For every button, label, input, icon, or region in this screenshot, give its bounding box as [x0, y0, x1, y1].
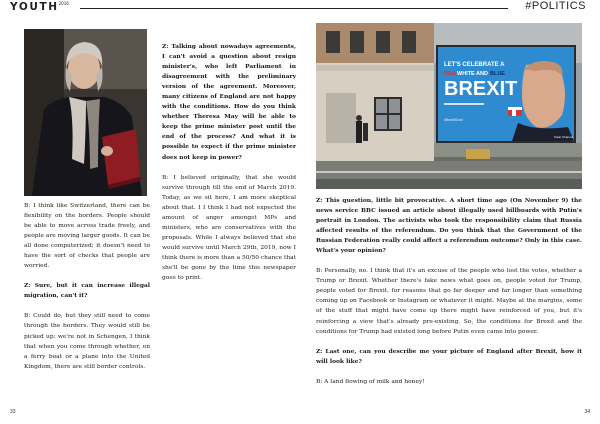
- header-rule: [80, 8, 508, 9]
- svg-text:BLUE: BLUE: [490, 71, 505, 77]
- column-middle: [162, 42, 296, 293]
- magazine-logo: [10, 1, 69, 13]
- answer-paragraph: B: I believed originally, that she would survive through till the end of March 2019. Today, as we sit here, I am more skeptical about that. I I think I had not expected the amount of anger amongst MPs and ministers, who are conservatives with the proposals. While I always believed that she would survive until March 29th, 2019, now I think there is more than a 50/50 chance that she'll be gone by the time this newspaper goes to print.: [162, 174, 296, 282]
- svg-text:WHITE: WHITE: [457, 71, 475, 77]
- answer-paragraph: B: A land flowing of milk and honey!: [316, 378, 425, 385]
- question-paragraph: Z: Last one, can you describe me your picture of England after Brexit, how it will look like?: [316, 347, 582, 365]
- svg-text:Clear Channel: Clear Channel: [554, 135, 574, 139]
- brexit-billboard-photo: [316, 23, 582, 189]
- page-number-right: 34: [584, 409, 590, 415]
- column-right: [316, 196, 582, 397]
- svg-text:#BrexitSoon: #BrexitSoon: [444, 118, 464, 122]
- logo-superscript: 2016: [58, 1, 69, 6]
- question-paragraph: Z: This question, little bit provocative. A short time ago (On November 9) the news service BBC issued an article about illegally used billboards with Putin's portrait in London. The activists who took the responsibility claim that Russia affected results of the referendum. Do you think that the Government of the Russian Federation really could affect a referendum outcome? Only in this case. What's your opinion?: [316, 197, 582, 255]
- logo-text: YOUTH: [10, 1, 59, 13]
- answer-paragraph: B: I think like Switzerland, there can be flexibility on the borders. People should be able to move across trade freely, and people are moving larger goods. It can be all done computerized; it doesn't need to have the sort of checks that people are worried.: [24, 203, 150, 270]
- svg-text:RED: RED: [444, 71, 456, 77]
- section-title: #POLITICS: [525, 0, 586, 12]
- question-paragraph: Z: Sure, but it can increase illegal migration, can't it?: [24, 282, 150, 300]
- theresa-may-photo: [24, 29, 147, 196]
- svg-text:AND: AND: [476, 71, 488, 77]
- column-left: [24, 201, 150, 382]
- page-number-left: 33: [10, 409, 16, 415]
- answer-paragraph: B: Could do, but they still need to come through the borders. They would still be picked up; we're not in Schengen, I think that when you come through whether, on a ferry boat or a plane into the United Kingdom, there are still border controls.: [24, 313, 150, 370]
- answer-paragraph: B: Personally, no. I think that it's an excuse of the people who lost the votes, whether a Trump or Brexit. Whether there's fake news what goes on, people voted for Trump, people voted for Brexit, for reasons that go far deeper and far longer than something coming up on Facebook or Instagram or whatever it might. Maybe at the margins, some of the stuff that might have come up there might have reinforced of you, but it's reinforcing a view that's already pre-existing. So, the conditions for Brexit and the conditions for Trump had existed long before Putin even came into power.: [316, 268, 582, 335]
- svg-text:LET'S CELEBRATE A: LET'S CELEBRATE A: [444, 62, 505, 68]
- svg-text:BREXIT: BREXIT: [444, 78, 518, 100]
- question-paragraph: Z: Talking about nowadays agreements, I can't avoid a question about resign minister's, who left Parliament in disagreement with the preliminary version of the agreement. Moreover, many citizens of England are not happy with the conditions. How do you think whether Theresa May will be able to keep the prime minister post until the end of the process? And what it is possible to expect if the prime minister does not keep in power?: [162, 43, 296, 161]
